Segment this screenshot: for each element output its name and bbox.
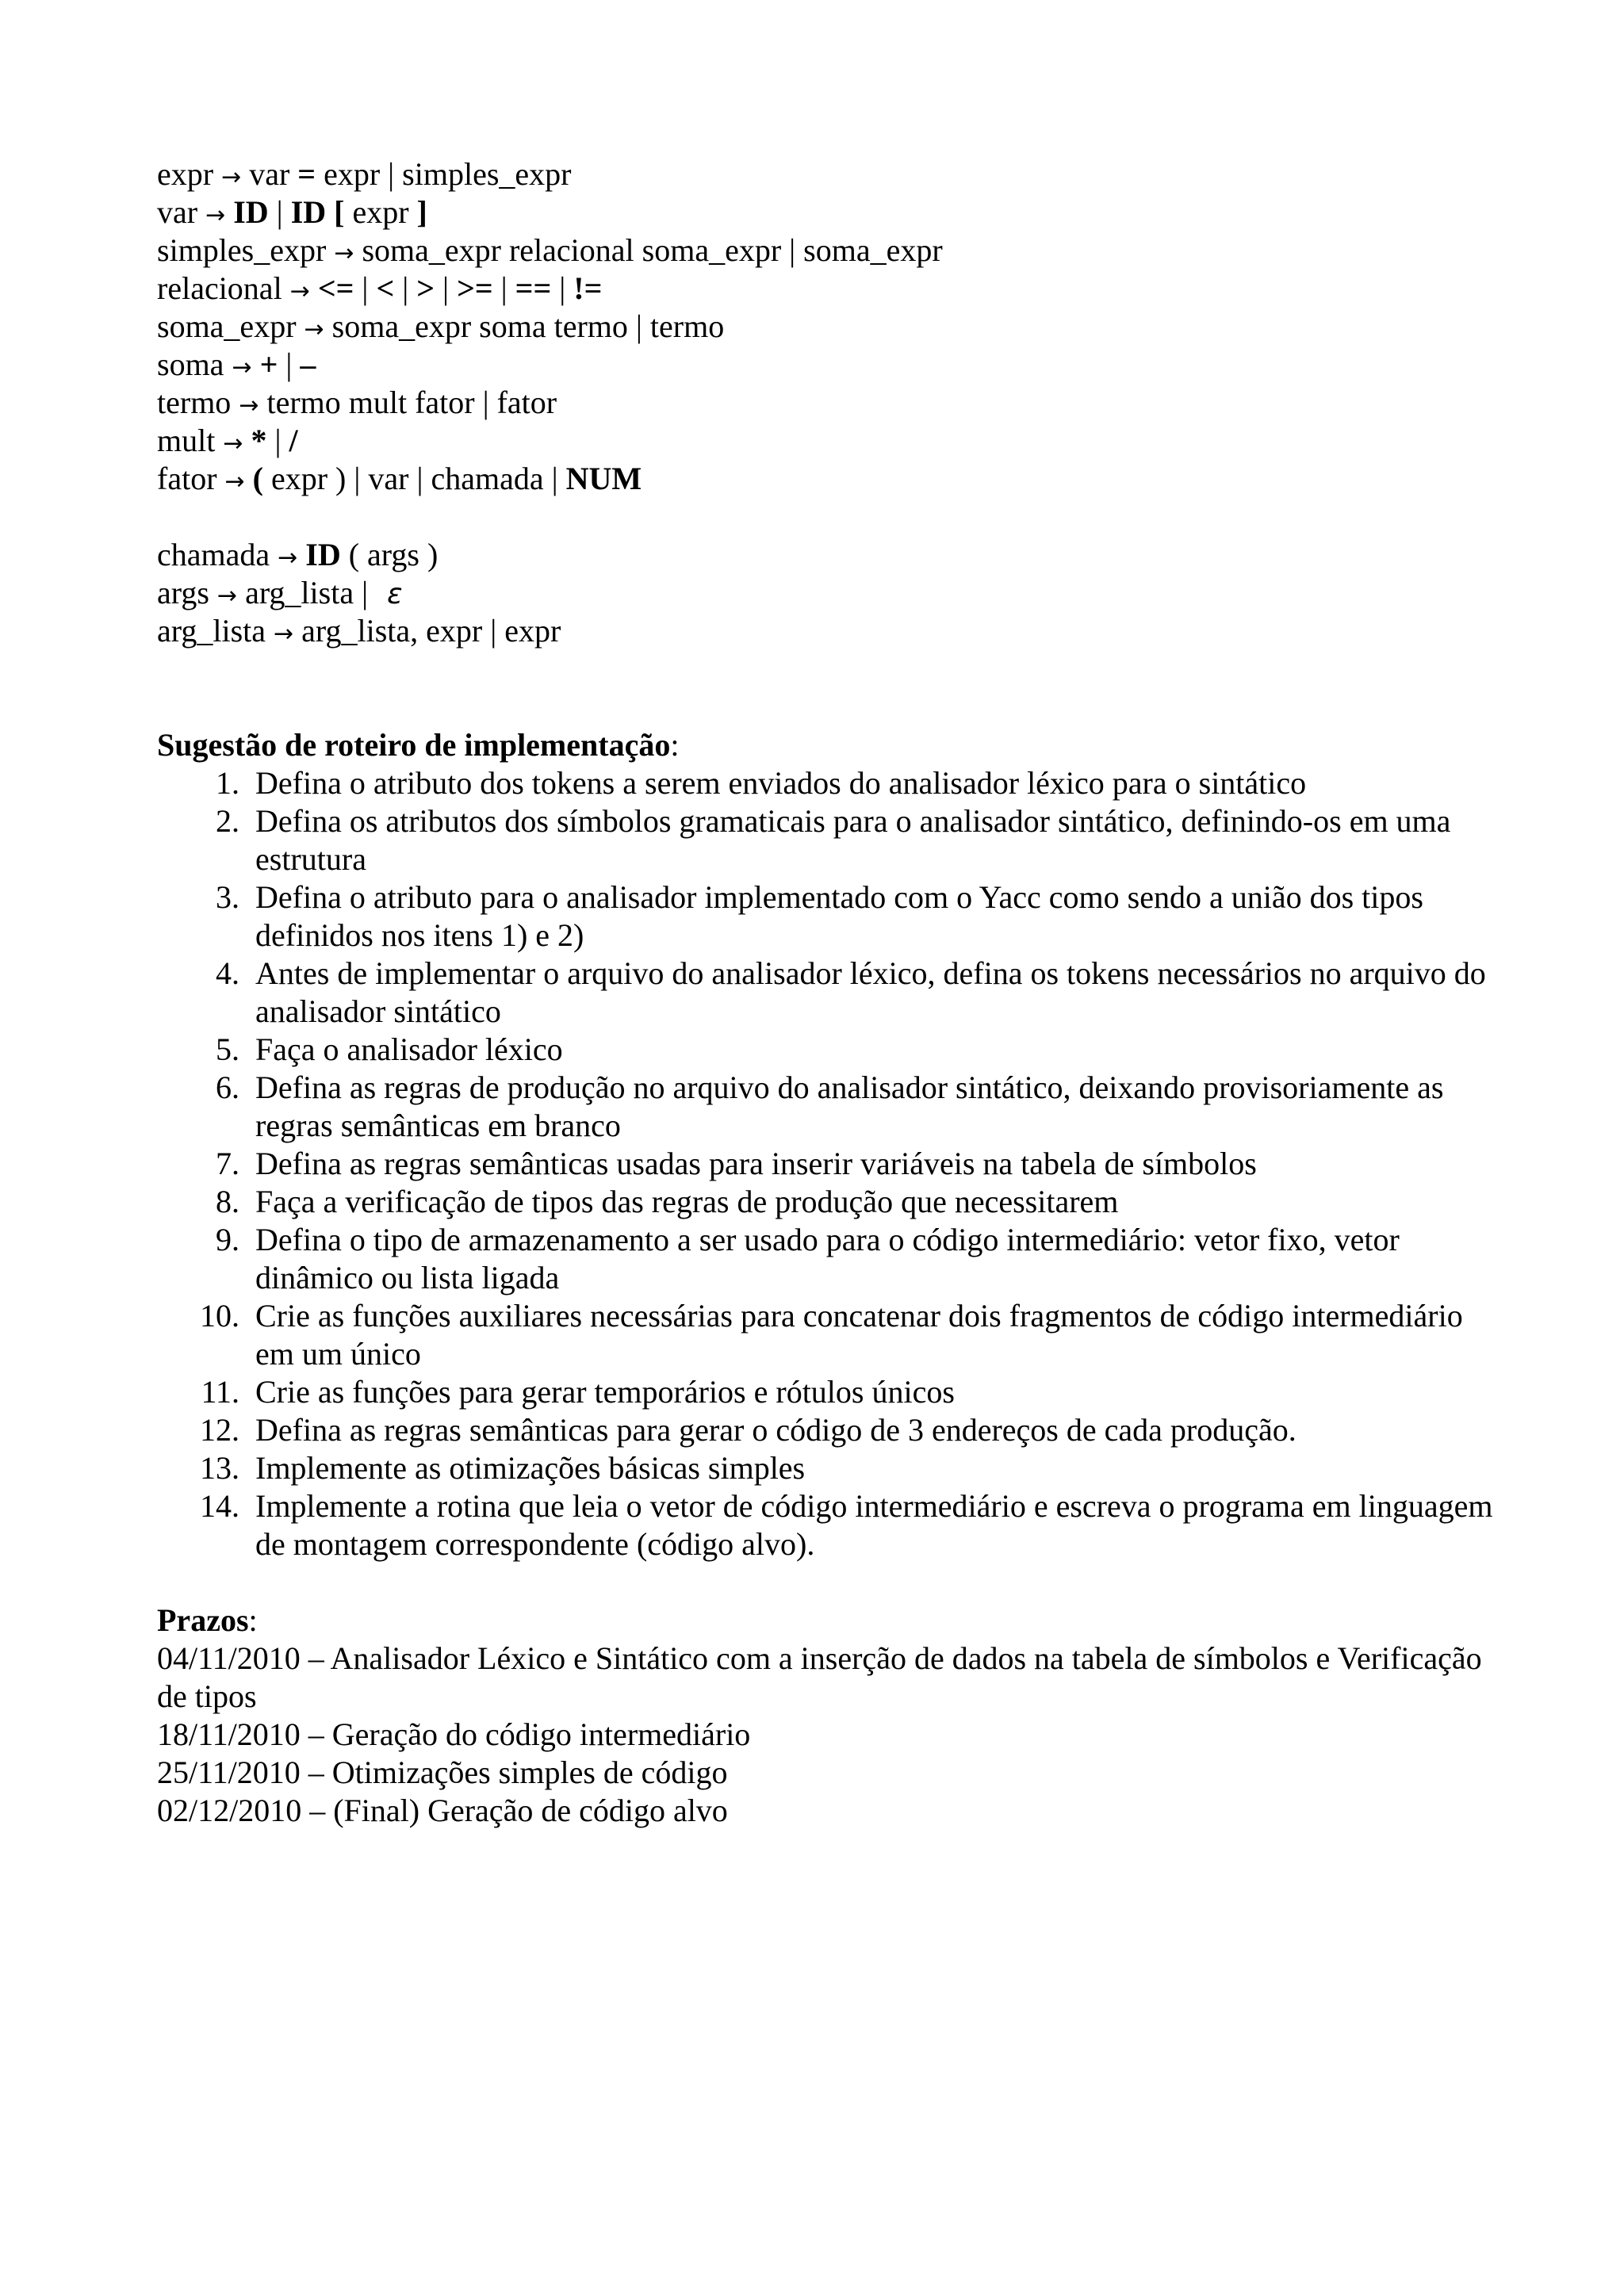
step-number: 2. [216,803,239,839]
step-number: 8. [216,1184,239,1219]
grammar-rule [157,270,1505,308]
step-text: Defina as regras semânticas usadas para inserir variáveis na tabela de símbolos [255,1146,1257,1181]
grammar-rule [157,346,1505,384]
roteiro-step [157,1145,1505,1183]
spacer [157,650,1505,726]
roteiro-steps-list [157,764,1505,1563]
step-text: Implemente as otimizações básicas simples [255,1450,806,1486]
prazos-section [157,1601,1505,1830]
grammar-rule [157,460,1505,498]
step-text: Implemente a rotina que leia o vetor de código intermediário e escreva o programa em linguagem de montagem correspondente (código alvo). [255,1488,1493,1562]
grammar-rule [157,193,1505,232]
grammar-rule [157,612,1505,650]
roteiro-step [157,802,1505,878]
rule-terminal: ID [233,194,269,230]
step-number: 10. [200,1298,239,1334]
rule-lhs: mult [157,423,224,458]
step-number: 7. [216,1146,239,1181]
rule-text: soma_expr soma termo | termo [331,308,725,344]
arrow-icon: → [216,582,238,610]
rule-terminal: != [573,270,603,306]
grammar-rule [157,232,1505,270]
step-number: 11. [201,1374,239,1410]
arrow-icon: → [205,201,226,229]
rule-lhs: args [157,575,217,610]
rule-text: | [394,270,417,306]
rule-text: expr ) | var | chamada | [262,461,566,496]
rule-lhs: soma_expr [157,308,304,344]
step-number: 3. [216,879,239,915]
grammar-block-calls [157,536,1505,650]
rule-lhs: chamada [157,537,278,572]
rule-terminal: < [376,270,395,306]
rule-text: ( args ) [340,537,439,572]
rule-text: | [492,270,515,306]
roteiro-step [157,1487,1505,1563]
rule-terminal: >= [457,270,493,306]
rule-lhs: relacional [157,270,290,306]
arrow-icon: → [223,430,243,457]
step-text: Crie as funções auxiliares necessárias para concatenar dois fragmentos de código intermediário em um único [255,1298,1463,1372]
step-number: 9. [216,1222,239,1257]
rule-text: arg_lista | [245,575,377,610]
arrow-icon: → [304,316,324,343]
arrow-icon: → [274,620,294,648]
roteiro-step [157,878,1505,955]
rule-terminal: ID [305,537,341,572]
rule-terminal: ID [ [290,194,345,230]
rule-text: | [435,270,458,306]
roteiro-step [157,1069,1505,1145]
roteiro-step [157,1411,1505,1449]
grammar-rule [157,384,1505,422]
prazos-title: Prazos [157,1602,249,1638]
rule-lhs: soma [157,346,232,382]
prazo-item: 18/11/2010 – Geração do código intermediário [157,1716,751,1752]
grammar-rule [157,308,1505,346]
arrow-icon: → [232,354,252,381]
rule-terminal: <= [317,270,354,306]
rule-text: | [268,194,291,230]
step-number: 13. [200,1450,239,1486]
step-text: Defina o atributo para o analisador implementado com o Yacc como sendo a união dos tipos definidos nos itens 1) e 2) [255,879,1423,953]
rule-text: expr [344,194,417,230]
rule-text: var [249,156,298,192]
rule-terminal: * [251,423,267,458]
rule-terminal: = [297,156,316,192]
grammar-rule [157,155,1505,193]
step-number: 6. [216,1070,239,1105]
grammar-rule [157,422,1505,460]
prazos-title-colon: : [248,1602,258,1638]
prazo-item: 02/12/2010 – (Final) Geração de código alvo [157,1793,728,1828]
rule-text: | [278,346,301,382]
prazos-list [157,1640,1505,1830]
rule-text: soma_expr relacional soma_expr | soma_expr [362,232,943,268]
rule-terminal: > [416,270,435,306]
roteiro-step [157,955,1505,1031]
step-number: 1. [216,765,239,801]
roteiro-step [157,764,1505,802]
rule-text: | [266,423,289,458]
arrow-icon: → [289,277,310,305]
rule-lhs: var [157,194,206,230]
rule-text: arg_lista, expr | expr [301,613,561,649]
rule-text: expr | simples_expr [316,156,572,192]
step-text: Defina o tipo de armazenamento a ser usado para o código intermediário: vetor fixo, vetor dinâmico ou lista ligada [255,1222,1400,1295]
arrow-icon: → [224,468,245,496]
spacer [157,498,1505,536]
step-text: Crie as funções para gerar temporários e rótulos únicos [255,1374,955,1410]
rule-text: termo mult fator | fator [266,385,557,420]
rule-lhs: expr [157,156,222,192]
roteiro-step [157,1297,1505,1373]
roteiro-step [157,1373,1505,1411]
epsilon-symbol: ε [387,578,403,610]
rule-lhs: simples_expr [157,232,335,268]
rule-lhs: arg_lista [157,613,274,649]
step-number: 14. [200,1488,239,1524]
arrow-icon: → [334,239,354,267]
rule-terminal: / [289,423,298,458]
spacer [157,1563,1505,1601]
arrow-icon: → [278,544,298,572]
grammar-rule [157,536,1505,574]
rule-lhs: fator [157,461,225,496]
rule-terminal: NUM [565,461,642,496]
prazo-item: 04/11/2010 – Analisador Léxico e Sintático com a inserção de dados na tabela de símbolos e Verificação de tipos [157,1640,1482,1714]
roteiro-title: Sugestão de roteiro de implementação [157,727,671,763]
step-text: Defina as regras semânticas para gerar o código de 3 endereços de cada produção. [255,1412,1297,1448]
roteiro-section [157,726,1505,1563]
grammar-rule [157,574,1505,612]
rule-terminal: – [300,346,316,382]
roteiro-heading [157,726,1505,764]
grammar-block [157,155,1505,498]
prazo-item: 25/11/2010 – Otimizações simples de código [157,1755,728,1790]
roteiro-step [157,1031,1505,1069]
document-page [157,155,1505,1830]
step-text: Faça o analisador léxico [255,1031,563,1067]
roteiro-step [157,1449,1505,1487]
step-text: Faça a verificação de tipos das regras de produção que necessitarem [255,1184,1119,1219]
step-text: Defina os atributos dos símbolos gramaticais para o analisador sintático, definindo-os em uma estrutura [255,803,1451,877]
rule-text: | [354,270,377,306]
step-text: Defina as regras de produção no arquivo do analisador sintático, deixando provisoriamente as regras semânticas em branco [255,1070,1444,1143]
arrow-icon: → [239,392,259,419]
step-number: 12. [200,1412,239,1448]
roteiro-title-colon: : [670,727,680,763]
step-number: 4. [216,955,239,991]
rule-terminal: ( [252,461,263,496]
roteiro-step [157,1221,1505,1297]
arrow-icon: → [221,163,242,191]
step-text: Defina o atributo dos tokens a serem enviados do analisador léxico para o sintático [255,765,1307,801]
roteiro-step [157,1183,1505,1221]
prazos-heading [157,1601,1505,1640]
rule-lhs: termo [157,385,239,420]
step-number: 5. [216,1031,239,1067]
rule-terminal: + [259,346,278,382]
step-text: Antes de implementar o arquivo do analisador léxico, defina os tokens necessários no arquivo do analisador sintático [255,955,1486,1029]
rule-text: | [551,270,574,306]
rule-terminal: ] [416,194,427,230]
rule-terminal: == [515,270,552,306]
